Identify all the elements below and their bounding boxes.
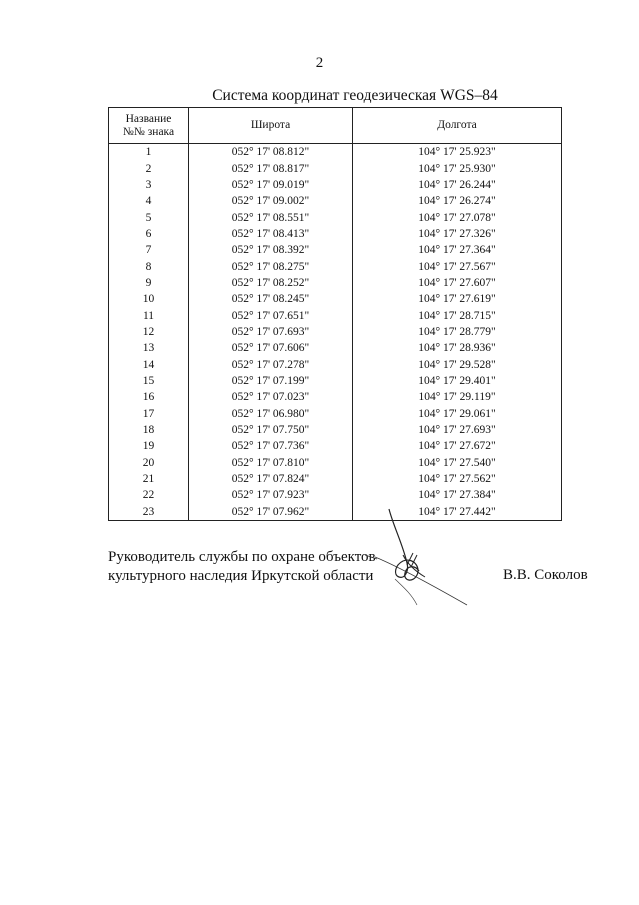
cell-number: 18 [109,422,189,438]
cell-longitude: 104° 17' 27.384" [353,487,562,503]
cell-number: 1 [109,144,189,161]
header-name [109,108,189,144]
table-row [109,406,562,422]
table-row [109,438,562,454]
cell-number: 12 [109,324,189,340]
cell-number: 10 [109,291,189,307]
table-row [109,242,562,258]
cell-number: 21 [109,471,189,487]
cell-number: 13 [109,340,189,356]
cell-longitude: 104° 17' 26.244" [353,177,562,193]
cell-number: 2 [109,160,189,176]
cell-latitude: 052° 17' 07.606" [189,340,353,356]
cell-latitude: 052° 17' 07.923" [189,487,353,503]
cell-number: 16 [109,389,189,405]
table-row [109,389,562,405]
cell-latitude: 052° 17' 08.392" [189,242,353,258]
table-row [109,144,562,161]
cell-latitude: 052° 17' 07.824" [189,471,353,487]
header-name-line2: №№ знака [122,125,175,138]
cell-longitude: 104° 17' 25.930" [353,160,562,176]
cell-number: 20 [109,455,189,471]
cell-longitude: 104° 17' 27.607" [353,275,562,291]
cell-number: 7 [109,242,189,258]
cell-longitude: 104° 17' 27.364" [353,242,562,258]
table-row [109,356,562,372]
cell-latitude: 052° 17' 08.817" [189,160,353,176]
header-latitude: Широта [189,108,353,144]
table-row [109,373,562,389]
cell-longitude: 104° 17' 28.715" [353,307,562,323]
signer-position [108,548,376,586]
cell-longitude: 104° 17' 27.567" [353,258,562,274]
cell-longitude: 104° 17' 27.562" [353,471,562,487]
cell-number: 14 [109,356,189,372]
cell-number: 3 [109,177,189,193]
cell-longitude: 104° 17' 27.540" [353,455,562,471]
cell-number: 5 [109,209,189,225]
table-row [109,160,562,176]
table-row [109,291,562,307]
cell-latitude: 052° 17' 07.199" [189,373,353,389]
table-row [109,275,562,291]
cell-longitude: 104° 17' 29.401" [353,373,562,389]
cell-latitude: 052° 17' 08.252" [189,275,353,291]
table-row [109,177,562,193]
cell-number: 9 [109,275,189,291]
cell-latitude: 052° 17' 07.736" [189,438,353,454]
cell-longitude: 104° 17' 27.693" [353,422,562,438]
table-title: Система координат геодезическая WGS–84 [212,87,498,104]
cell-longitude: 104° 17' 27.078" [353,209,562,225]
table-header-row [109,108,562,144]
table-row [109,504,562,521]
cell-latitude: 052° 17' 08.245" [189,291,353,307]
cell-longitude: 104° 17' 26.274" [353,193,562,209]
cell-latitude: 052° 17' 07.750" [189,422,353,438]
cell-latitude: 052° 17' 08.551" [189,209,353,225]
cell-number: 15 [109,373,189,389]
cell-latitude: 052° 17' 09.019" [189,177,353,193]
cell-number: 4 [109,193,189,209]
header-longitude: Долгота [353,108,562,144]
cell-number: 17 [109,406,189,422]
cell-latitude: 052° 17' 07.962" [189,504,353,521]
table-row [109,193,562,209]
cell-longitude: 104° 17' 25.923" [353,144,562,161]
cell-number: 11 [109,307,189,323]
signer-position-line2: культурного наследия Иркутской области [108,568,374,584]
table-row [109,340,562,356]
cell-longitude: 104° 17' 29.119" [353,389,562,405]
table-row [109,422,562,438]
cell-latitude: 052° 17' 07.810" [189,455,353,471]
table-row [109,324,562,340]
cell-longitude: 104° 17' 27.619" [353,291,562,307]
header-name-line1: Название [125,112,172,125]
coordinates-table [108,107,562,521]
cell-number: 8 [109,258,189,274]
cell-longitude: 104° 17' 29.061" [353,406,562,422]
cell-number: 23 [109,504,189,521]
cell-longitude: 104° 17' 29.528" [353,356,562,372]
cell-number: 6 [109,226,189,242]
cell-longitude: 104° 17' 27.326" [353,226,562,242]
handwritten-signature-icon [355,505,475,620]
cell-number: 19 [109,438,189,454]
table-row [109,487,562,503]
table-row [109,471,562,487]
table-row [109,455,562,471]
cell-latitude: 052° 17' 07.651" [189,307,353,323]
cell-longitude: 104° 17' 27.442" [353,504,562,521]
table-row [109,258,562,274]
cell-longitude: 104° 17' 28.936" [353,340,562,356]
table-row [109,307,562,323]
cell-latitude: 052° 17' 07.693" [189,324,353,340]
cell-longitude: 104° 17' 28.779" [353,324,562,340]
cell-latitude: 052° 17' 06.980" [189,406,353,422]
cell-latitude: 052° 17' 08.275" [189,258,353,274]
table-row [109,226,562,242]
cell-latitude: 052° 17' 07.023" [189,389,353,405]
signer-position-line1: Руководитель службы по охране объектов [108,549,376,565]
table-row [109,209,562,225]
cell-latitude: 052° 17' 09.002" [189,193,353,209]
cell-latitude: 052° 17' 07.278" [189,356,353,372]
page-number: 2 [315,55,324,71]
cell-number: 22 [109,487,189,503]
cell-longitude: 104° 17' 27.672" [353,438,562,454]
cell-latitude: 052° 17' 08.812" [189,144,353,161]
cell-latitude: 052° 17' 08.413" [189,226,353,242]
signer-name: В.В. Соколов [503,567,588,583]
